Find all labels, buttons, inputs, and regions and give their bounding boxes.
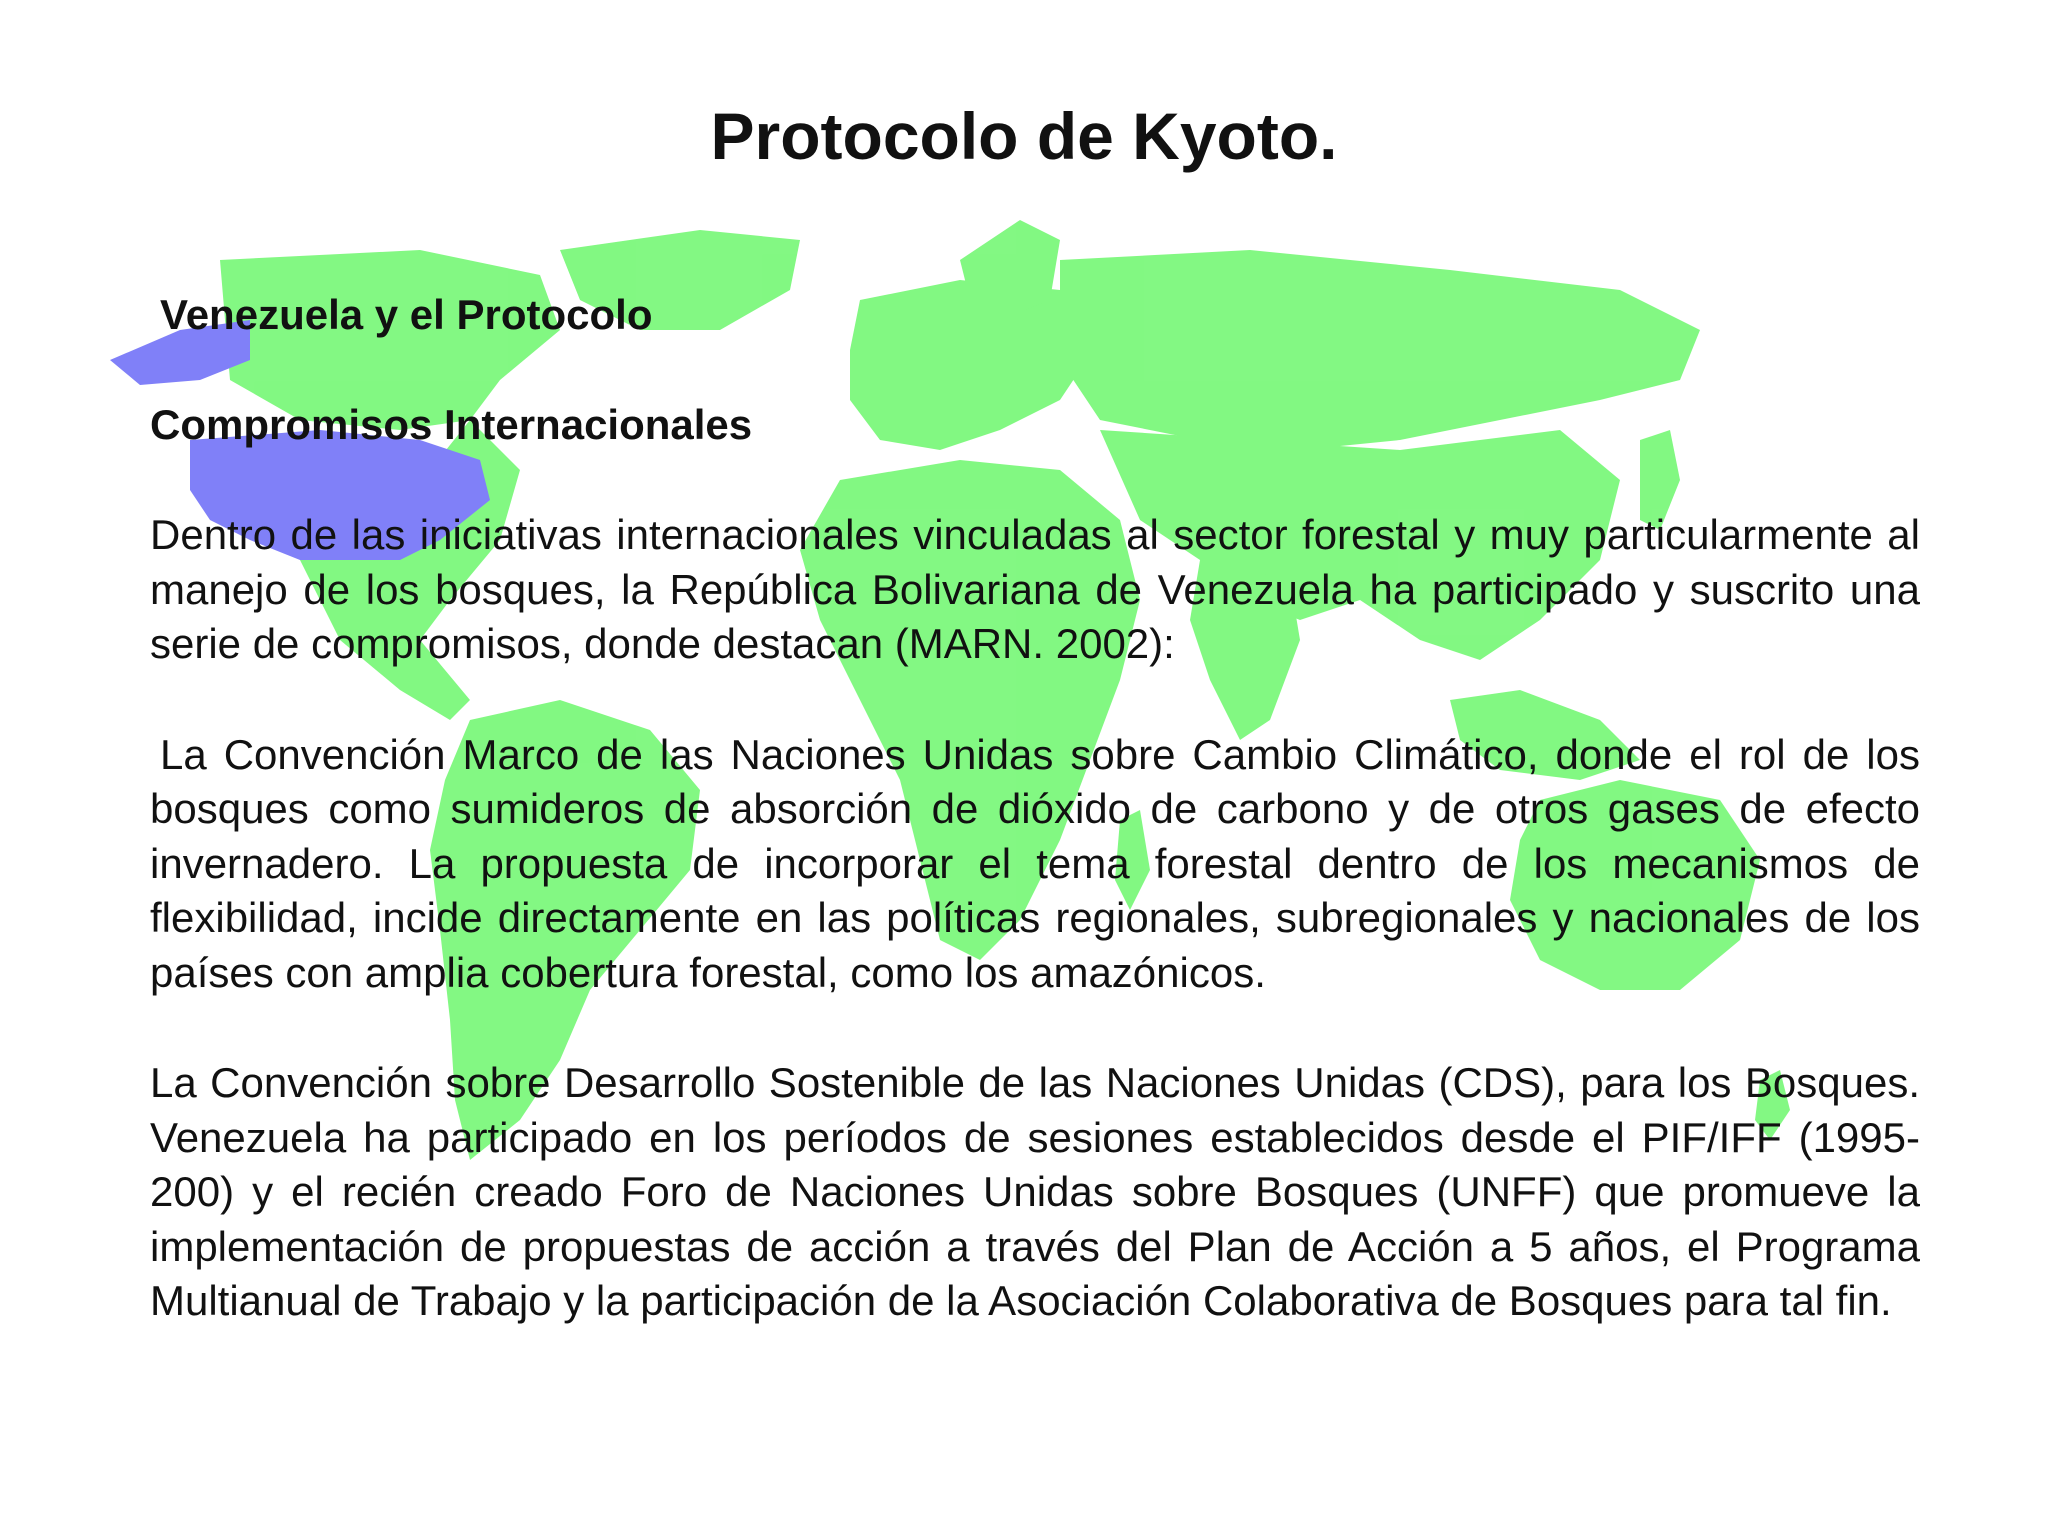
content-body (150, 288, 1920, 1329)
section-heading: Venezuela y el Protocolo (160, 291, 653, 338)
paragraph-1: Dentro de las iniciativas internacionales vinculadas al sector forestal y muy particularmente al manejo de los bosques, la República Bolivariana de Venezuela ha participado y suscrito una serie de compromisos, donde destacan (MARN. 2002): (150, 511, 1920, 667)
page-title: Protocolo de Kyoto. (710, 99, 1338, 173)
paragraph-2: La Convención Marco de las Naciones Unidas sobre Cambio Climático, donde el rol de los bosques como sumideros de absorción de dióxido de carbono y de otros gases de efecto invernadero. La propuesta de incorporar el tema forestal dentro de los mecanismos de flexibilidad, incide directamente en las políticas regionales, subregionales y nacionales de los países con amplia cobertura forestal, como los amazónicos. (150, 730, 1920, 996)
sub-heading: Compromisos Internacionales (150, 401, 753, 448)
paragraph-3: La Convención sobre Desarrollo Sostenible de las Naciones Unidas (CDS), para los Bosques. Venezuela ha participado en los períodos de sesiones establecidos desde el PIF/IFF (1995-200) y el recién creado Foro de Naciones Unidas sobre Bosques (UNFF) que promueve la implementación de propuestas de acción a través del Plan de Acción a 5 años, el Programa Multianual de Trabajo y la participación de la Asociación Colaborativa de Bosques para tal fin. (150, 1059, 1920, 1324)
